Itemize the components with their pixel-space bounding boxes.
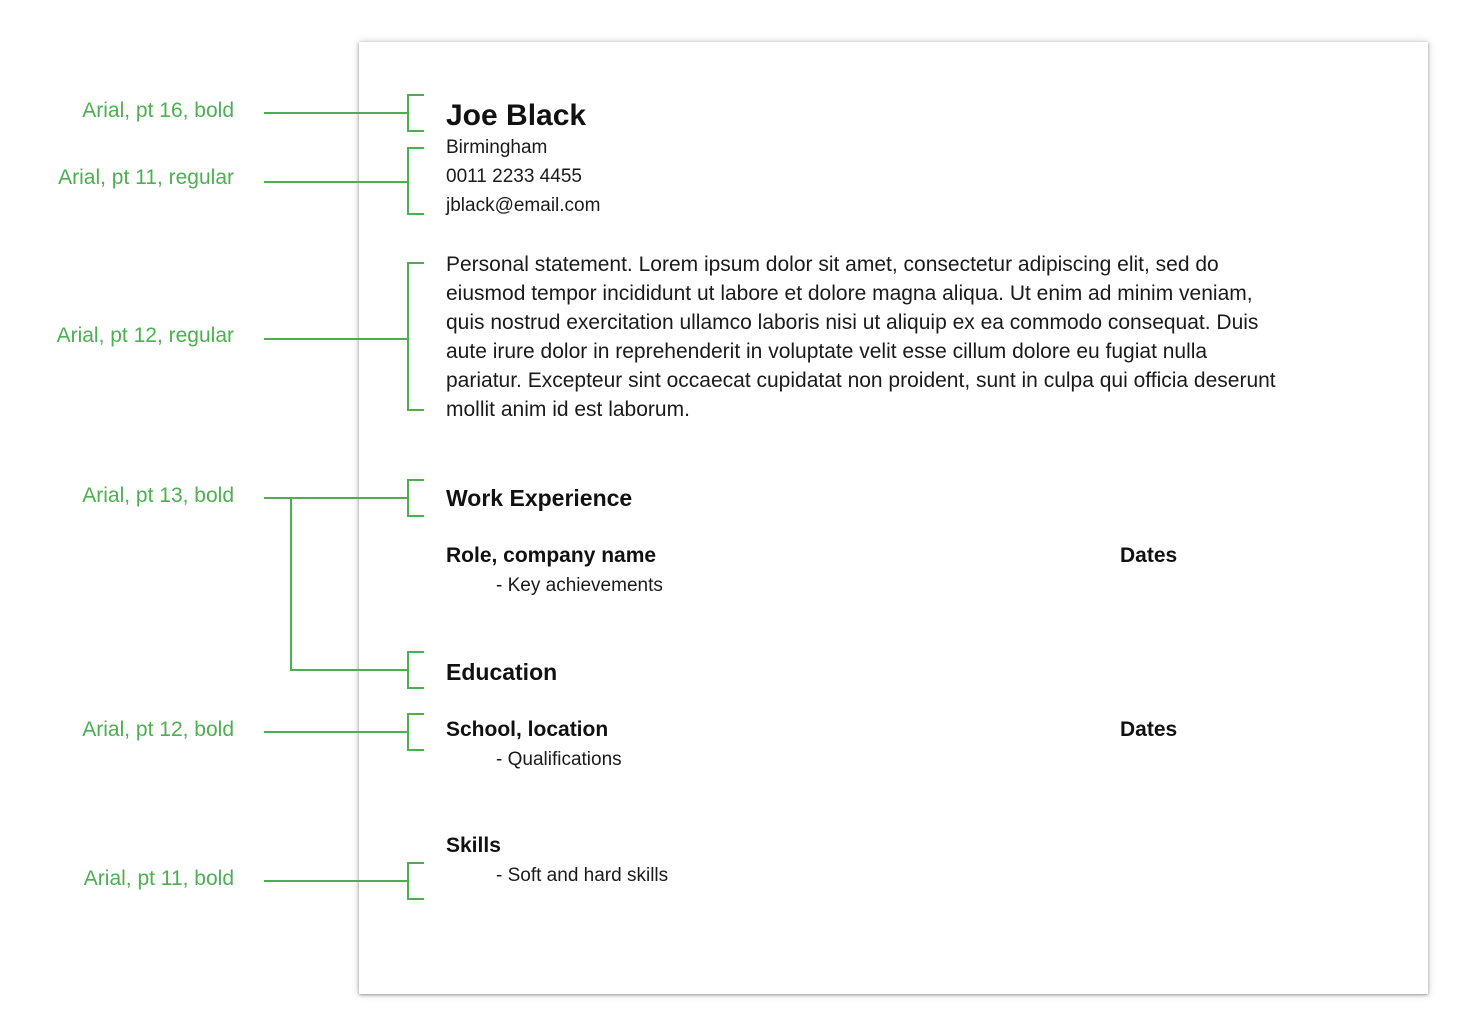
personal-statement (446, 250, 1366, 424)
education-school: School, location (446, 718, 609, 741)
annotation-label-sections: Arial, pt 13, bold (82, 484, 234, 507)
bracket-statement (264, 263, 424, 410)
skills-heading: Skills (446, 834, 501, 857)
annotation-label-name: Arial, pt 16, bold (82, 99, 234, 122)
work-role: Role, company name (446, 544, 657, 567)
work-experience-heading: Work Experience (446, 485, 633, 511)
annotation-label-entries: Arial, pt 12, bold (82, 718, 234, 741)
education-heading: Education (446, 659, 558, 685)
statement-line: aute irure dolor in reprehenderit in voluptate velit esse cillum dolore eu fugiat nulla (446, 340, 1208, 363)
bracket-contact (264, 148, 424, 214)
bracket-entry (264, 714, 424, 750)
resume-name: Joe Black (446, 99, 587, 132)
work-dates: Dates (1120, 544, 1178, 567)
education-dates: Dates (1120, 718, 1178, 741)
annotation-label-skills: Arial, pt 11, bold (83, 867, 234, 890)
statement-line: eiusmod tempor incididunt ut labore et dolore magna aliqua. Ut enim ad minim veniam, (446, 282, 1253, 305)
statement-line: quis nostrud exercitation ullamco laboris nisi ut aliquip ex ea commodo consequat. Duis (446, 311, 1259, 334)
work-detail: - Key achievements (496, 575, 663, 596)
contact-city: Birmingham (446, 137, 548, 158)
education-detail: - Qualifications (496, 749, 622, 770)
annotation-label-contact: Arial, pt 11, regular (58, 166, 234, 189)
contact-phone: 0011 2233 4455 (446, 166, 582, 187)
bracket-sections (264, 480, 424, 688)
statement-line: pariatur. Excepteur sint occaecat cupidatat non proident, sunt in culpa qui officia deserunt (446, 369, 1276, 392)
bracket-skills (264, 863, 424, 899)
annotation-label-statement: Arial, pt 12, regular (56, 324, 234, 347)
statement-line: mollit anim id est laborum. (446, 398, 690, 421)
bracket-name (264, 95, 424, 131)
skills-detail: - Soft and hard skills (496, 865, 669, 886)
contact-email: jblack@email.com (446, 195, 601, 216)
statement-line: Personal statement. Lorem ipsum dolor sit amet, consectetur adipiscing elit, sed do (446, 253, 1219, 276)
